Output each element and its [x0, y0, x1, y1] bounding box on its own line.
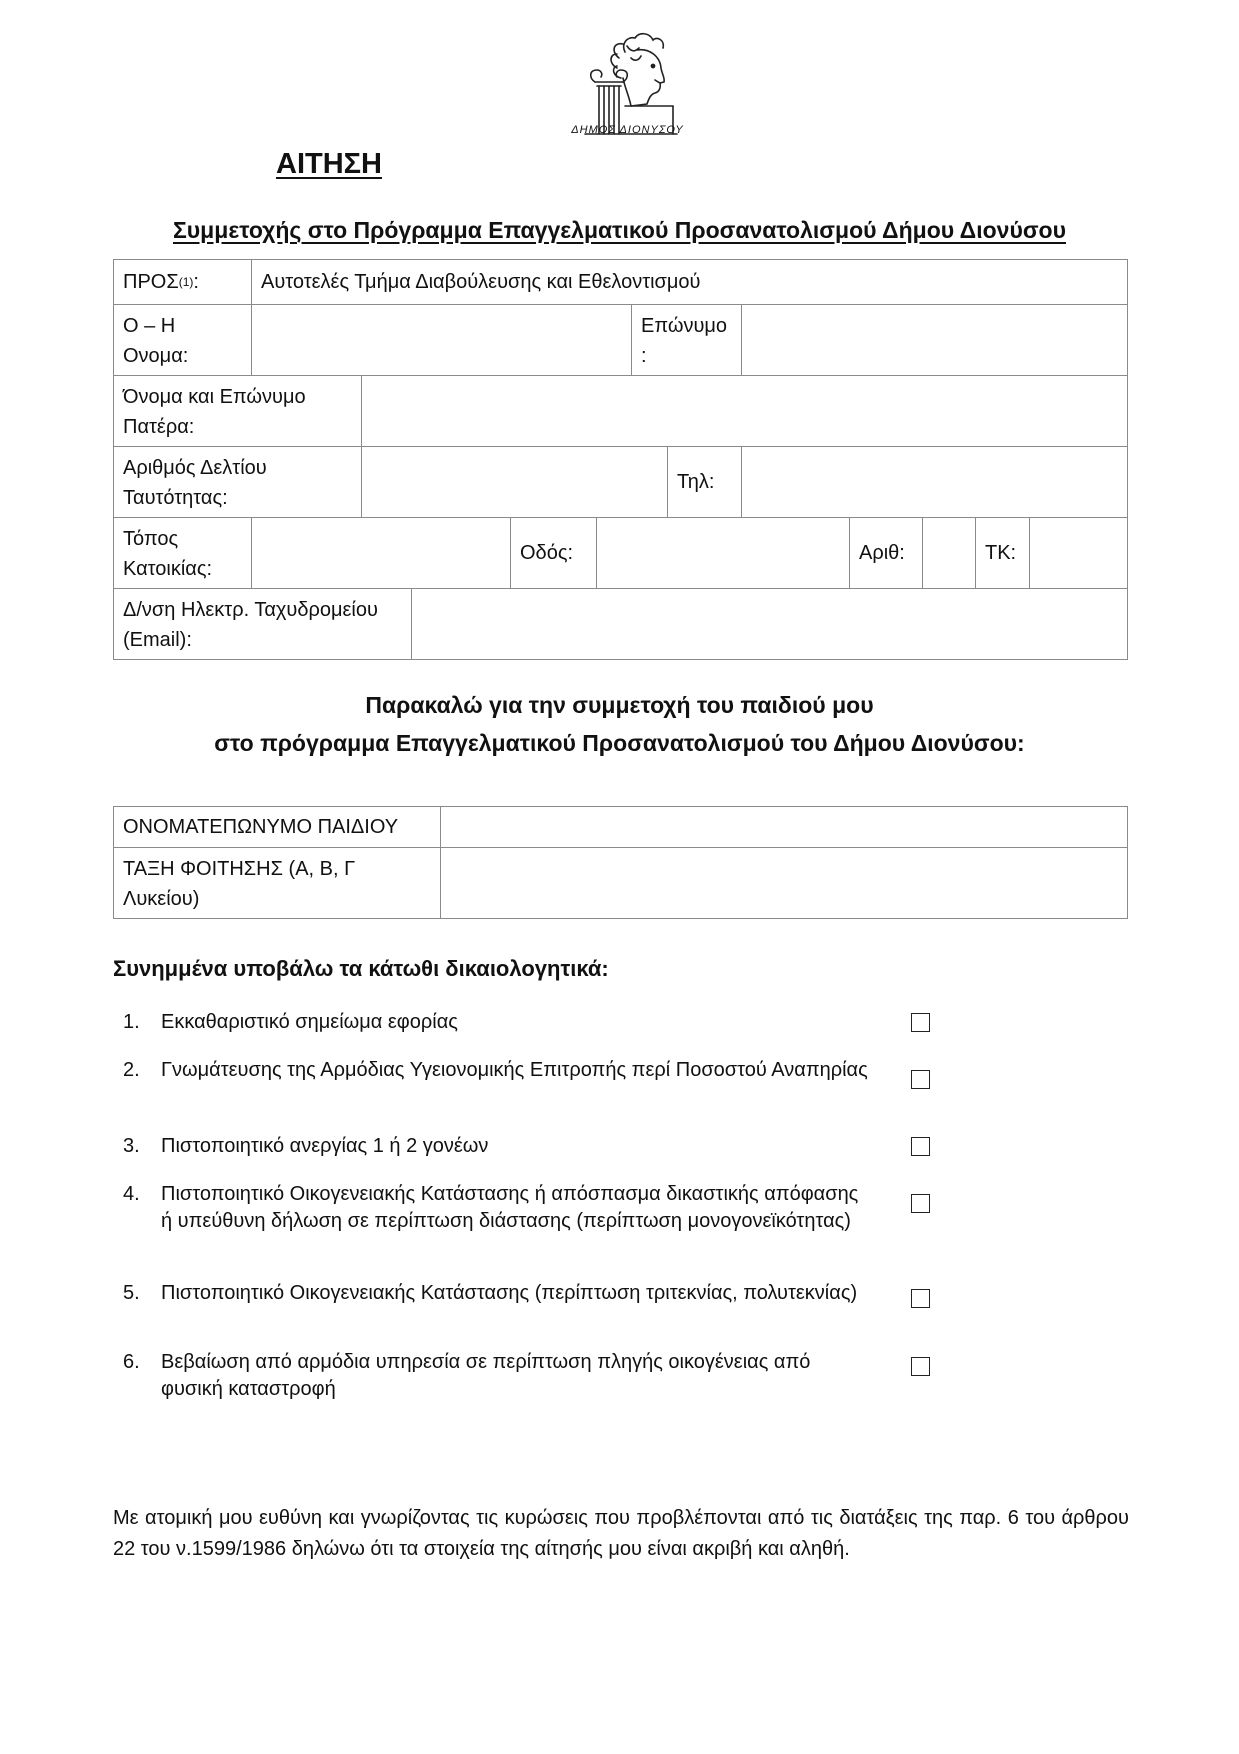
surname-label-line1: Επώνυμο	[641, 315, 728, 337]
class-label	[114, 848, 441, 918]
phone-label: Τηλ:	[668, 447, 742, 517]
list-item	[123, 1009, 873, 1036]
id-number-label-line1: Αριθμός Δελτίου	[123, 457, 267, 479]
list-item-number: 6.	[123, 1351, 140, 1373]
recipient-label-text: ΠΡΟΣ	[123, 271, 179, 293]
document-subtitle: Συμμετοχής στο Πρόγραμμα Επαγγελματικού Προσανατολισμού Δήμου Διονύσου	[172, 217, 1066, 243]
first-name-field[interactable]	[252, 305, 632, 375]
father-name-label	[114, 376, 362, 446]
first-name-label	[114, 305, 252, 375]
first-name-label-line1: Ο – Η	[123, 315, 176, 337]
recipient-label-colon: :	[193, 271, 199, 293]
request-line-2: στο πρόγραμμα Επαγγελματικού Προσανατολισμού του Δήμου Διονύσου:	[214, 730, 1025, 756]
recipient-footnote-mark: (1)	[178, 275, 194, 289]
class-label-line2: Λυκείου)	[123, 888, 200, 910]
list-item	[123, 1133, 873, 1160]
list-item-text: Πιστοποιητικό Οικογενειακής Κατάστασης (περίπτωση τριτεκνίας, πολυτεκνίας)	[161, 1282, 858, 1304]
residence-label-line1: Τόπος	[123, 528, 179, 550]
father-name-label-line2: Πατέρα:	[123, 416, 195, 438]
street-label: Οδός:	[511, 518, 597, 588]
phone-field[interactable]	[742, 447, 1128, 517]
list-item	[123, 1349, 873, 1403]
applicant-table	[113, 259, 1128, 660]
surname-label-line2: :	[641, 345, 647, 367]
street-number-label: Αριθ:	[850, 518, 923, 588]
list-item-number: 3.	[123, 1135, 140, 1157]
list-item	[123, 1181, 873, 1235]
table-row-name	[114, 305, 1128, 376]
father-name-label-line1: Όνομα και Επώνυμο	[123, 386, 306, 408]
list-item-number: 4.	[123, 1183, 140, 1205]
id-number-label	[114, 447, 362, 517]
child-table	[113, 806, 1128, 919]
logo-caption: ΔΗΜΟΣ ΔΙΟΝΥΣΟΥ	[571, 124, 684, 136]
attachment-5-checkbox[interactable]	[911, 1289, 930, 1308]
street-field[interactable]	[597, 518, 850, 588]
residence-label-line2: Κατοικίας:	[123, 558, 213, 580]
email-label-line1: Δ/νση Ηλεκτρ. Ταχυδρομείου	[123, 599, 378, 621]
email-label-line2: (Email):	[123, 629, 192, 651]
first-name-label-line2: Ονομα:	[123, 345, 189, 367]
table-row-address	[114, 518, 1128, 589]
document-title: ΑΙΤΗΣΗ	[276, 148, 383, 180]
list-item-text: Γνωμάτευσης της Αρμόδιας Υγειονομικής Επιτροπής περί Ποσοστού Αναπηρίας	[161, 1059, 868, 1081]
list-item-text: Πιστοποιητικό ανεργίας 1 ή 2 γονέων	[161, 1135, 489, 1157]
table-row-id	[114, 447, 1128, 518]
postcode-field[interactable]	[1030, 518, 1128, 588]
email-label	[114, 589, 412, 659]
list-item-text: Εκκαθαριστικό σημείωμα εφορίας	[161, 1011, 458, 1033]
attachment-4-checkbox[interactable]	[911, 1194, 930, 1213]
id-number-label-line2: Ταυτότητας:	[123, 487, 228, 509]
attachments-heading: Συνημμένα υποβάλω τα κάτωθι δικαιολογητικά:	[113, 956, 609, 981]
recipient-label	[114, 260, 252, 304]
table-row-father	[114, 376, 1128, 447]
street-number-field[interactable]	[923, 518, 976, 588]
postcode-label: ΤΚ:	[976, 518, 1030, 588]
class-label-line1: ΤΑΞΗ ΦΟΙΤΗΣΗΣ (Α, Β, Γ	[123, 858, 356, 880]
list-item-text: Βεβαίωση από αρμόδια υπηρεσία σε περίπτωση πληγής οικογένειας από φυσική καταστροφή	[161, 1351, 811, 1400]
attachment-1-checkbox[interactable]	[911, 1013, 930, 1032]
surname-field[interactable]	[742, 305, 1128, 375]
residence-field[interactable]	[252, 518, 511, 588]
list-item-number: 2.	[123, 1059, 140, 1081]
list-item-number: 1.	[123, 1011, 140, 1033]
table-row-child-name	[114, 807, 1128, 848]
table-row-recipient	[114, 260, 1128, 305]
table-row-email	[114, 589, 1128, 660]
residence-label	[114, 518, 252, 588]
id-number-field[interactable]	[362, 447, 668, 517]
table-row-class	[114, 848, 1128, 919]
attachment-3-checkbox[interactable]	[911, 1137, 930, 1156]
list-item	[123, 1280, 873, 1307]
recipient-value: Αυτοτελές Τμήμα Διαβούλευσης και Εθελοντισμού	[252, 260, 1128, 304]
surname-label	[632, 305, 742, 375]
list-item-number: 5.	[123, 1282, 140, 1304]
attachment-6-checkbox[interactable]	[911, 1357, 930, 1376]
declaration-text: Με ατομική μου ευθύνη και γνωρίζοντας τις κυρώσεις που προβλέπονται από τις διατάξεις της παρ. 6 του άρθρου 22 του ν.1599/1986 δηλώνω ότι τα στοιχεία της αίτησής μου είναι ακριβή και αληθή.	[113, 1507, 1129, 1560]
email-field[interactable]	[412, 589, 1128, 659]
attachment-2-checkbox[interactable]	[911, 1070, 930, 1089]
child-name-label: ΟΝΟΜΑΤΕΠΩΝΥΜΟ ΠΑΙΔΙΟΥ	[114, 807, 441, 847]
class-field[interactable]	[441, 848, 1128, 918]
request-line-1: Παρακαλώ για την συμμετοχή του παιδιού μου	[365, 692, 874, 718]
father-name-field[interactable]	[362, 376, 1128, 446]
list-item	[123, 1057, 873, 1084]
list-item-text: Πιστοποιητικό Οικογενειακής Κατάστασης ή απόσπασμα δικαστικής απόφασης ή υπεύθυνη δήλωση σε περίπτωση διάστασης (περίπτωση μονογονεϊκότητας)	[161, 1183, 859, 1232]
child-name-field[interactable]	[441, 807, 1128, 847]
